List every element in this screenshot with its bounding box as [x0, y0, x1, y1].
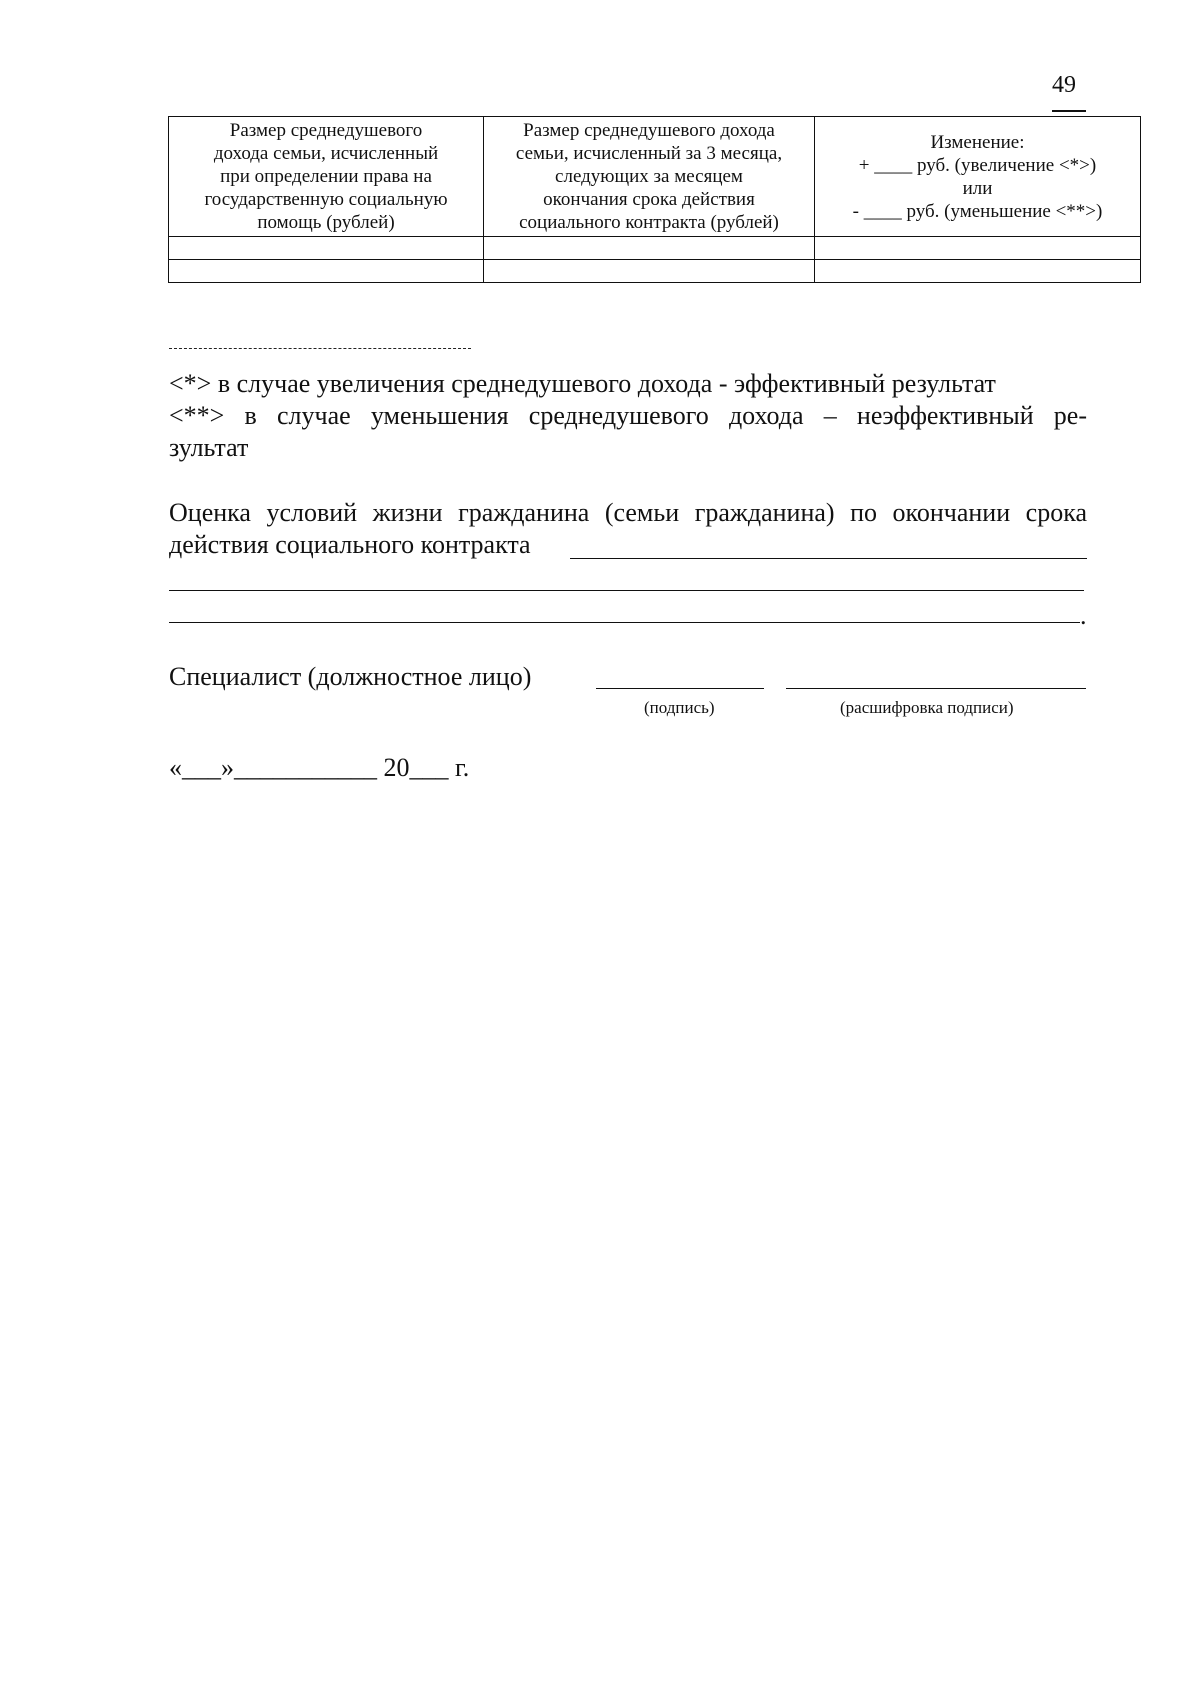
assessment-fill-line-2[interactable] — [169, 590, 1084, 591]
footnote-increase: <*> в случае увеличения среднедушевого дохода - эффективный результат — [169, 369, 996, 398]
specialist-label: Специалист (должностное лицо) — [169, 662, 532, 691]
signature-decoding-line[interactable] — [786, 688, 1086, 689]
assessment-fill-line-3[interactable] — [169, 622, 1080, 623]
assessment-fill-line-1[interactable] — [570, 558, 1087, 559]
table-cell[interactable] — [169, 237, 484, 260]
signature-decoding-caption: (расшифровка подписи) — [840, 698, 1014, 717]
header-change: Изменение: + ____ руб. (увеличение <*>) или - ____ руб. (уменьшение <**>) — [815, 117, 1141, 237]
footnote-decrease: <**> в случае уменьшения среднедушевого дохода – неэффективный ре- — [169, 401, 1087, 430]
table-cell[interactable] — [484, 237, 815, 260]
table-row — [169, 260, 1141, 283]
footnote-decrease-continuation: зультат — [169, 433, 249, 462]
page-number: 49 — [1052, 72, 1076, 98]
table-cell[interactable] — [169, 260, 484, 283]
table-cell[interactable] — [815, 260, 1141, 283]
assessment-label-line1: Оценка условий жизни гражданина (семьи гражданина) по окончании срока — [169, 498, 1087, 527]
header-income-at-eligibility: Размер среднедушевого дохода семьи, исчисленный при определении права на государственную социальную помощь (рублей) — [169, 117, 484, 237]
table-row — [169, 237, 1141, 260]
date-field[interactable]: «___»___________ 20___ г. — [169, 753, 470, 782]
signature-caption: (подпись) — [644, 698, 715, 717]
income-change-table — [168, 116, 1141, 283]
page-number-rule — [1052, 110, 1086, 112]
table-cell[interactable] — [815, 237, 1141, 260]
table-cell[interactable] — [484, 260, 815, 283]
header-income-after-contract: Размер среднедушевого дохода семьи, исчисленный за 3 месяца, следующих за месяцем окончания срока действия социального контракта (рублей) — [484, 117, 815, 237]
assessment-end-period: . — [1080, 601, 1087, 630]
table-header-row — [169, 117, 1141, 237]
signature-line[interactable] — [596, 688, 764, 689]
assessment-label-line2: действия социального контракта — [169, 530, 531, 559]
footnote-divider — [169, 348, 471, 349]
